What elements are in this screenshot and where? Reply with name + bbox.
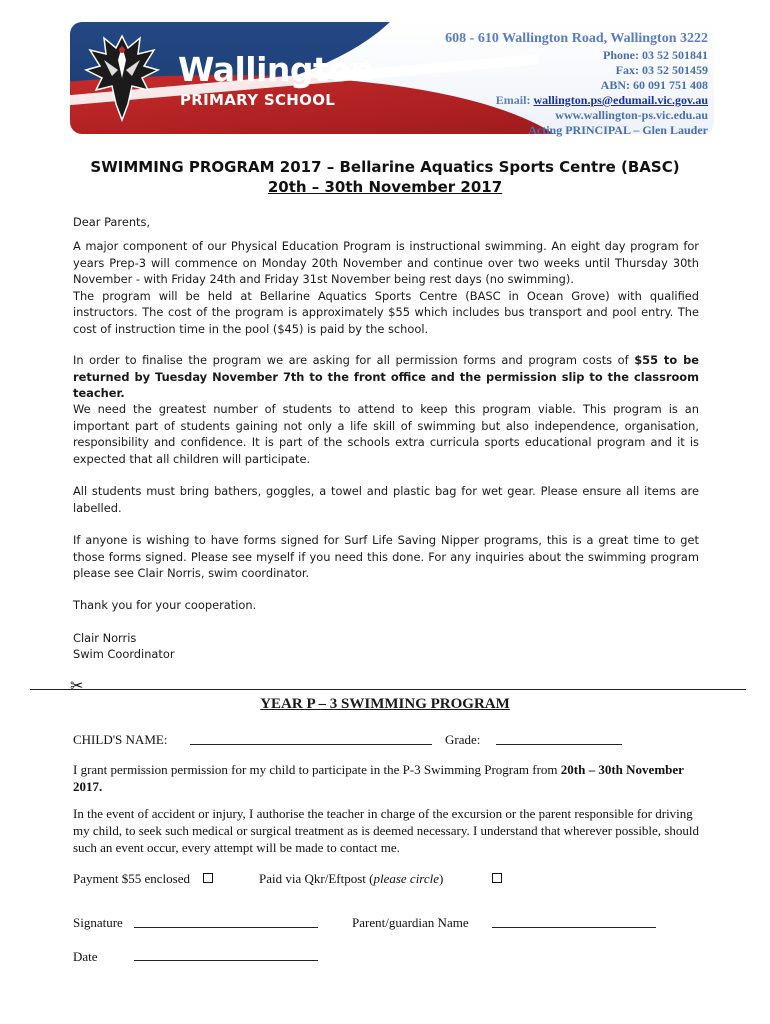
signature-label: Signature (73, 915, 123, 930)
deadline-text: In order to finalise the program we are asking for all permission forms and program costs of (73, 353, 635, 367)
attendance-text: We need the greatest number of students to attend to keep this program viable. This program is an important part of students gaining not only a life skill of swimming but also independence, organisation, responsibility and confidence. It is part of the schools extra curricula sports educational program and it is expected that all children will participate. (73, 402, 699, 466)
payment-enclosed-label: Payment $55 enclosed (73, 871, 190, 886)
guardian-name-field[interactable] (492, 927, 656, 928)
child-name-field[interactable] (190, 744, 432, 745)
paragraph-attendance (73, 401, 699, 467)
email-label: Email: (495, 93, 534, 107)
school-name: Wallington (178, 50, 374, 89)
letter-title: SWIMMING PROGRAM 2017 – Bellarine Aquatics Sports Centre (BASC) (90, 158, 680, 176)
paid-via-label: Paid via Qkr/Eftpost ( (259, 871, 374, 886)
school-phone: Phone: 03 52 501841 (603, 48, 708, 62)
permission-text: I grant permission permission for my child to participate in the P-3 Swimming Program from (73, 762, 561, 777)
permission-statement (73, 761, 713, 795)
paragraph-nipper (73, 532, 699, 582)
letter-dates: 20th – 30th November 2017 (267, 178, 503, 196)
consent-text: In the event of accident or injury, I authorise the teacher in charge of the excursion or the parent responsible for driving my child, to seek such medical or surgical treatment as is deemed necessary. I understand that wherever possible, should such an event occur, every attempt will be made to contact me. (73, 806, 699, 855)
paragraph-deadline (73, 352, 699, 402)
thanks: Thank you for your cooperation. (73, 598, 257, 612)
items-text: All students must bring bathers, goggles, a towel and plastic bag for wet gear. Please ensure all items are labelled. (73, 484, 699, 515)
cut-line (30, 689, 746, 690)
paid-via-row (259, 870, 443, 887)
payment-enclosed-row (73, 870, 213, 887)
permission-dates: 20th – 30th November 2017. (73, 762, 684, 794)
school-website[interactable]: www.wallington-ps.vic.edu.au (555, 108, 708, 122)
grade-field[interactable] (496, 744, 622, 745)
date-field[interactable] (134, 960, 318, 961)
paid-via-checkbox[interactable] (492, 873, 502, 883)
signatory-title: Swim Coordinator (73, 647, 175, 661)
school-address: 608 - 610 Wallington Road, Wallington 3222 (445, 31, 708, 46)
school-subtitle: PRIMARY SCHOOL (180, 91, 336, 109)
guardian-name-label: Parent/guardian Name (352, 915, 469, 930)
school-principal: Acting PRINCIPAL – Glen Lauder (528, 123, 708, 137)
paragraph-program-cost: The program will be held at Bellarine Aquatics Sports Centre (BASC in Ocean Grove) with qualified instructors. The cost of the program is approximately $55 which includes bus transport and pool entry. The cost of instruction time in the pool ($45) is paid by the school. (73, 288, 699, 336)
signature-field[interactable] (134, 927, 318, 928)
school-abn: ABN: 60 091 751 408 (600, 78, 708, 92)
grade-label: Grade: (445, 732, 481, 747)
contact-block (445, 30, 708, 138)
signatory-name: Clair Norris (73, 631, 137, 645)
child-name-label: CHILD'S NAME: (73, 732, 168, 747)
salutation: Dear Parents, (73, 215, 151, 229)
paragraph-program-schedule: A major component of our Physical Education Program is instructional swimming. An eight day program for years Prep-3 will commence on Monday 20th November and continue over two weeks until Thursday 30th November - with Friday 24th and Friday 31st November being rest days (no swimming). (73, 239, 699, 286)
email-line (445, 93, 708, 108)
scissors-icon: ✂ (70, 676, 84, 695)
date-label: Date (73, 949, 98, 964)
deadline-bold: $55 to be returned by Tuesday November 7th to the front office and the permission slip to the classroom teacher. (73, 353, 699, 400)
paid-via-italic: please circle (373, 871, 440, 886)
email-link[interactable]: wallington.ps@edumail.vic.gov.au (533, 93, 708, 107)
paid-via-checkbox-wrap (486, 870, 502, 887)
school-fax: Fax: 03 52 501459 (615, 63, 708, 77)
paragraph-program-intro (73, 238, 699, 337)
paragraph-items (73, 483, 699, 516)
eagle-emblem-icon (82, 30, 162, 128)
consent-statement (73, 805, 701, 856)
paid-via-end: ) (439, 871, 444, 886)
form-title: YEAR P – 3 SWIMMING PROGRAM (260, 696, 510, 712)
payment-enclosed-checkbox[interactable] (203, 873, 213, 883)
nipper-text: If anyone is wishing to have forms signed for Surf Life Saving Nipper programs, this is a great time to get those forms signed. Please see myself if you need this done. For any inquiries about the swimming program please see Clair Norris, swim coordinator. (73, 533, 699, 580)
